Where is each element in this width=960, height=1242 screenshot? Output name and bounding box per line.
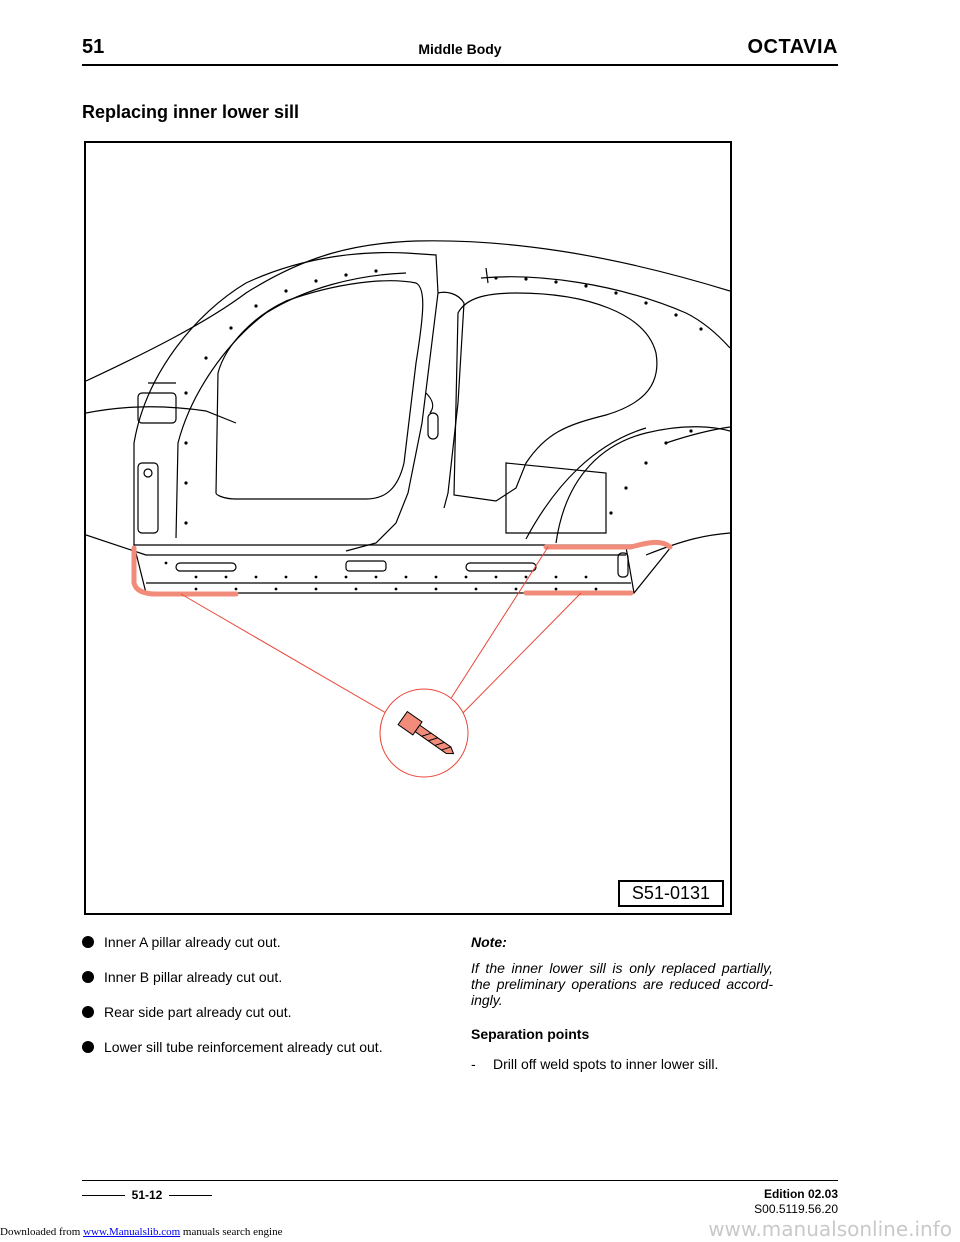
list-item-text: Inner B pillar already cut out. [104,969,283,985]
list-item [82,969,427,985]
bullet-icon [82,1041,94,1053]
figure-code: S51-0131 [618,880,724,907]
list-item-text: Lower sill tube reinforcement already cut out. [104,1039,383,1055]
watermark: www.manualsonline.info [708,1217,952,1241]
prerequisite-list [82,934,427,1074]
page-number-text: 51-12 [131,1188,163,1202]
document-code: S00.5119.56.20 [754,1202,838,1216]
list-item-text: Inner A pillar already cut out. [104,934,281,950]
note-column [471,934,773,1072]
list-item [82,934,427,950]
download-prefix: Downloaded from [0,1226,81,1238]
brand-name: OCTAVIA [747,36,838,58]
manualslib-link[interactable]: www.Manualslib.com [83,1226,181,1238]
section-title: Middle Body [418,41,502,57]
footer-rule [82,1180,838,1181]
note-heading: Note: [471,934,507,950]
bullet-icon [82,1006,94,1018]
sill-illustration [84,141,732,915]
page-number [82,1188,212,1202]
edition-label: Edition 02.03 [763,1187,838,1201]
separation-heading: Separation points [471,1026,590,1042]
list-item [82,1004,427,1020]
bullet-icon [82,971,94,983]
body-side-drawing [86,143,730,913]
chapter-number: 51 [82,36,105,58]
header-rule [82,64,838,66]
step-dash: - [471,1056,476,1072]
download-notice [0,1226,282,1238]
page-title: Replacing inner lower sill [82,102,300,122]
list-item [82,1039,427,1055]
download-suffix: manuals search engine [182,1226,283,1238]
bullet-icon [82,936,94,948]
separation-step [471,1056,773,1072]
sill-highlight-edge [134,542,670,594]
step-text: Drill off weld spots to inner lower sill. [493,1056,719,1072]
note-text: If the inner lower sill is only replaced partially, the preliminary operations are reduced accord-ingly. [471,960,773,1008]
list-item-text: Rear side part already cut out. [104,1004,292,1020]
